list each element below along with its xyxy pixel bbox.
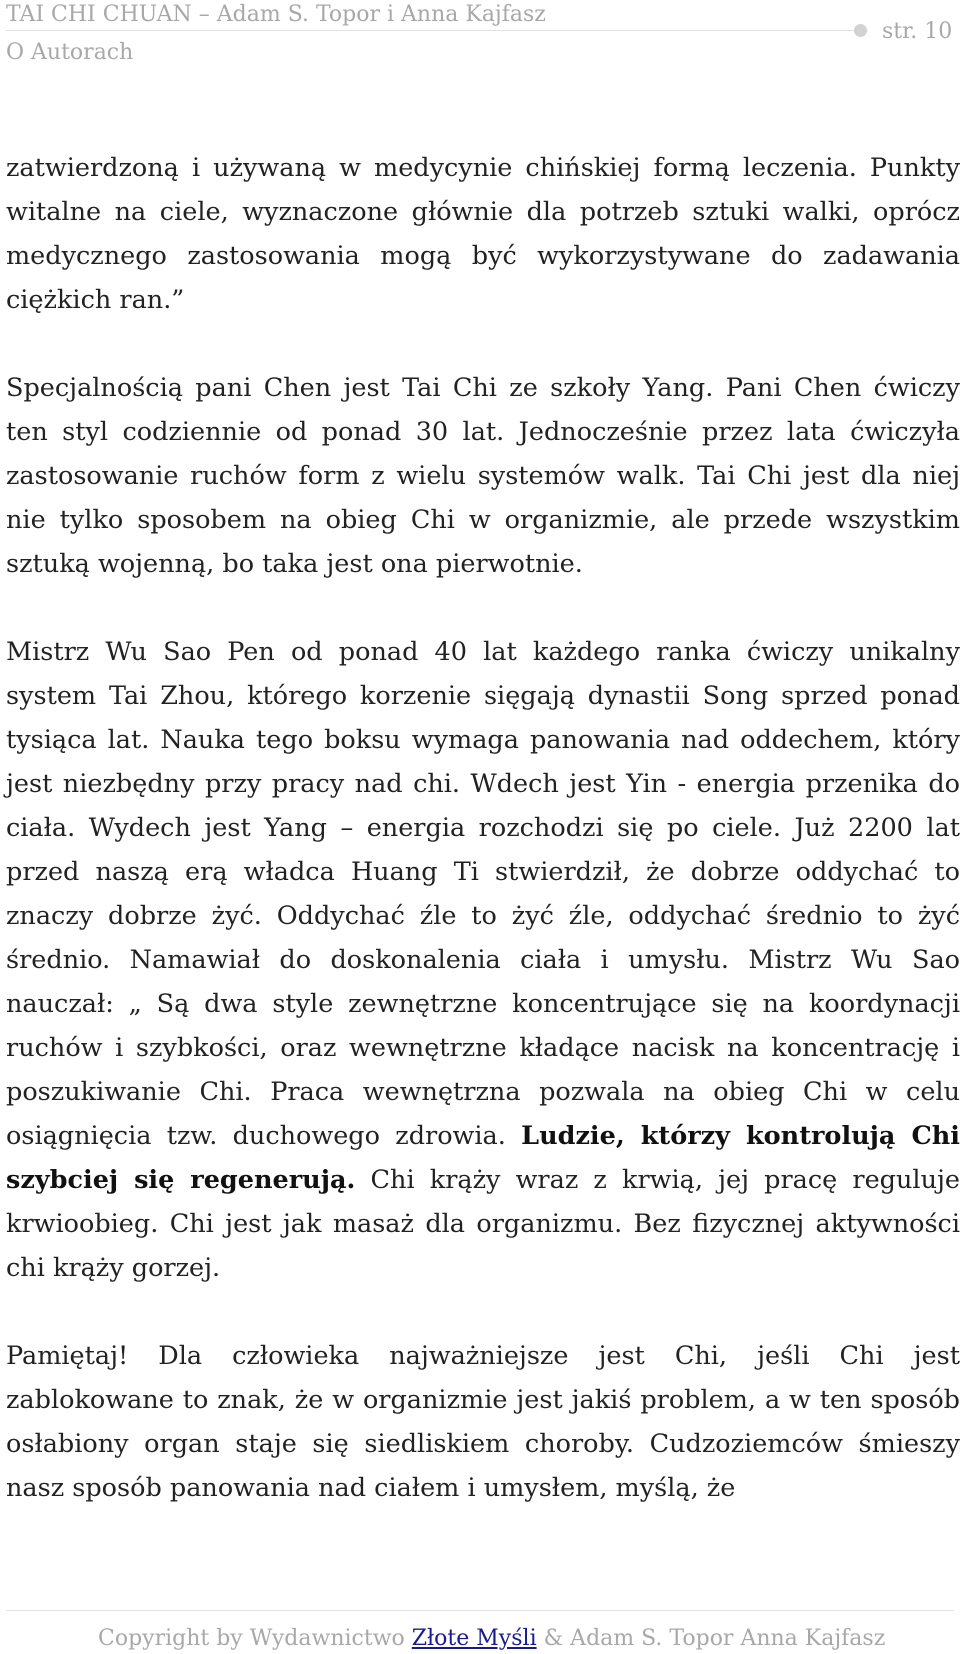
bullet-icon — [854, 24, 867, 37]
bold-sentence: Ludzie, którzy kontrolują Chi szybciej się regenerują. — [6, 1121, 960, 1195]
copyright-prefix: Copyright by Wydawnictwo — [98, 1626, 412, 1651]
footer-divider — [6, 1610, 954, 1611]
paragraph-4: Pamiętaj! Dla człowieka najważniejsze jest Chi, jeśli Chi jest zablokowane to znak, że w organizmie jest jakiś problem, a w ten sposób osłabiony organ staje się siedliskiem choroby. Cudzoziemców śmieszy nasz sposób panowania nad ciałem i umysłem, myślą, że — [6, 1341, 960, 1503]
page-footer — [0, 1610, 960, 1654]
page-body — [6, 146, 960, 1510]
paragraph-3 — [6, 630, 960, 1290]
header-divider — [6, 30, 868, 31]
paragraph-3-text: Mistrz Wu Sao Pen od ponad 40 lat każdego ranka ćwiczy unikalny system Tai Zhou, którego korzenie sięgają dynastii Song sprzed ponad tysiąca lat. Nauka tego boksu wymaga panowania nad oddechem, który jest niezbędny przy pracy nad chi. Wdech jest Yin - energia przenika do ciała. Wydech jest Yang – energia rozchodzi się po ciele. Już 2200 lat przed naszą erą władca Huang Ti stwierdził, że dobrze oddychać to znaczy dobrze żyć. Oddychać źle to żyć źle, oddychać średnio to żyć średnio. Namawiał do doskonalenia ciała i umysłu. Mistrz Wu Sao nauczał: „ Są dwa style zewnętrzne koncentrujące się na koordynacji ruchów i szybkości, oraz wewnętrzne kładące nacisk na koncentrację i poszukiwanie Chi. Praca wewnętrzna pozwala na obieg Chi w celu osiągnięcia tzw. duchowego zdrowia. — [6, 637, 960, 1151]
paragraph-1: zatwierdzoną i używaną w medycynie chińskiej formą leczenia. Punkty witalne na ciele, wyznaczone głównie dla potrzeb sztuki walki, oprócz medycznego zastosowania mogą być wykorzystywane do zadawania ciężkich ran.” — [6, 153, 960, 315]
publisher-link[interactable]: Złote Myśli — [411, 1626, 537, 1651]
page-header — [6, 0, 953, 76]
paragraph-2: Specjalnością pani Chen jest Tai Chi ze szkoły Yang. Pani Chen ćwiczy ten styl codziennie od ponad 30 lat. Jednocześnie przez lata ćwiczyła zastosowanie ruchów form z wielu systemów walk. Tai Chi jest dla niej nie tylko sposobem na obieg Chi w organizmie, ale przede wszystkim sztuką wojenną, bo taka jest ona pierwotnie. — [6, 373, 960, 579]
paragraph-3-text-end: Chi krąży wraz z krwią, jej pracę reguluje krwioobieg. Chi jest jak masaż dla organizmu. Bez fizycznej aktywności chi krąży gorzej. — [6, 1165, 960, 1283]
page-number: str. 10 — [882, 19, 953, 44]
book-title: TAI CHI CHUAN – Adam S. Topor i Anna Kajfasz — [6, 2, 546, 27]
section-title: O Autorach — [6, 40, 134, 65]
copyright-line — [98, 1624, 885, 1654]
copyright-suffix: & Adam S. Topor Anna Kajfasz — [536, 1626, 886, 1651]
